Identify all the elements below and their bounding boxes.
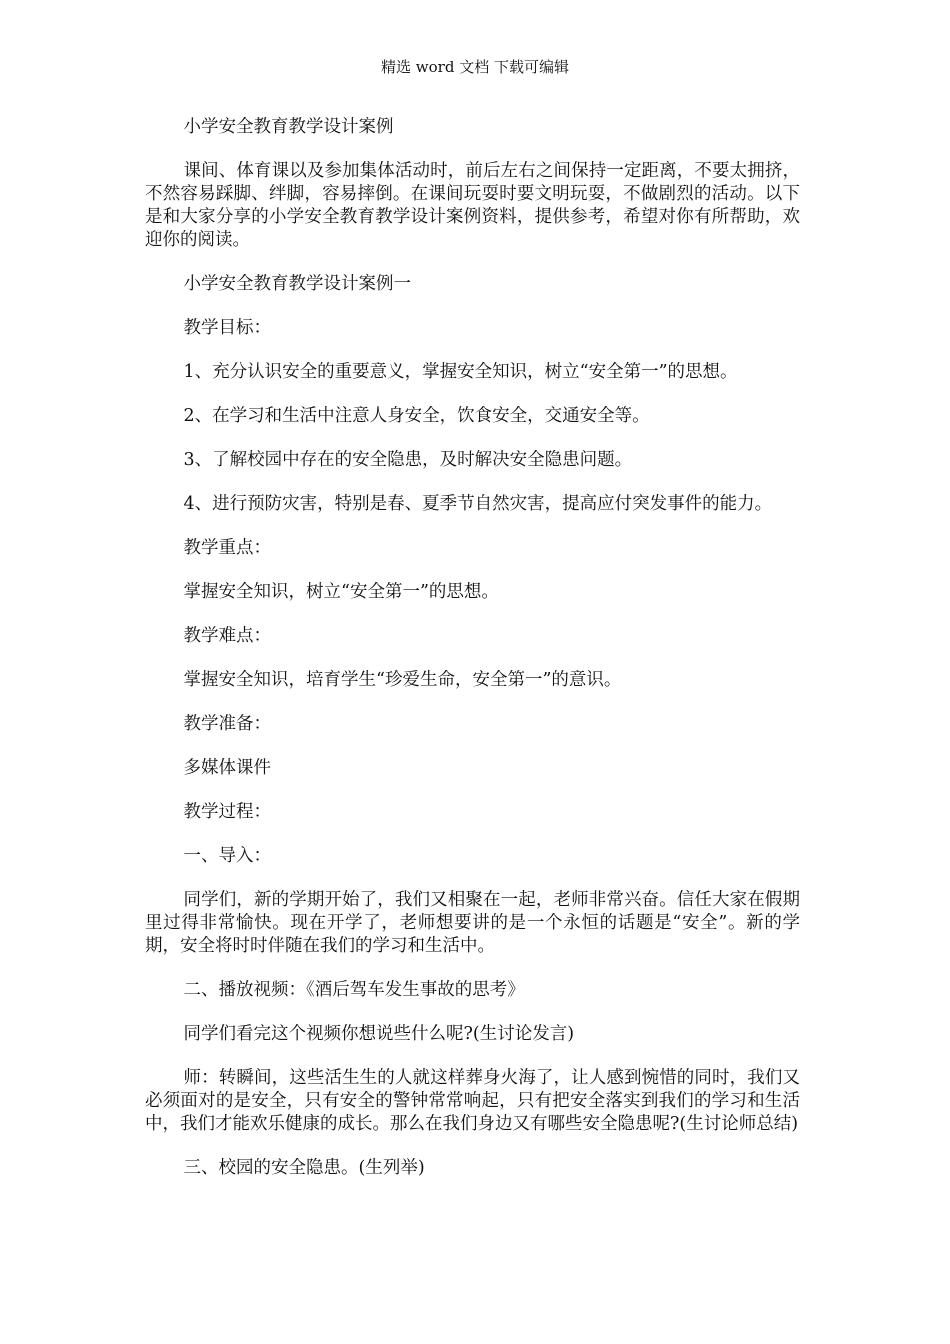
case-one-heading: 小学安全教育教学设计案例一: [183, 274, 411, 294]
document-body: [145, 116, 800, 1201]
difficulties-text: 掌握安全知识，培育学生“珍爱生命，安全第一”的意识。: [183, 670, 622, 690]
intro-paragraph: 课间、体育课以及参加集体活动时，前后左右之间保持一定距离，不要太拥挤，不然容易踩脚、绊脚，容易摔倒。在课间玩耍时要文明玩耍，不做剧烈的活动。以下是和大家分享的小学安全教育教学设计案例资料，提供参考，希望对你有所帮助，欢迎你的阅读。: [145, 161, 800, 250]
video-question-text: 同学们看完这个视频你想说些什么呢?(生讨论发言): [183, 1024, 575, 1044]
key-points-text: 掌握安全知识，树立“安全第一”的思想。: [183, 582, 499, 602]
goal-item-1: 1、充分认识安全的重要意义，掌握安全知识，树立“安全第一”的思想。: [183, 362, 738, 382]
process-heading: 教学过程：: [183, 802, 271, 822]
section-intro-text: 同学们，新的学期开始了，我们又相聚在一起，老师非常兴奋。信任大家在假期里过得非常愉快。现在开学了，老师想要讲的是一个永恒的话题是“安全”。新的学期，安全将时时伴随在我们的学习和生活中。: [145, 890, 800, 956]
section-video-heading: 二、播放视频：《酒后驾车发生事故的思考》: [183, 980, 525, 1000]
goal-item-4: 4、进行预防灾害，特别是春、夏季节自然灾害，提高应付突发事件的能力。: [183, 494, 773, 514]
preparation-heading: 教学准备：: [183, 714, 271, 734]
goal-item-2: 2、在学习和生活中注意人身安全，饮食安全，交通安全等。: [183, 406, 650, 426]
document-title: 小学安全教育教学设计案例: [183, 117, 394, 137]
section-intro-heading: 一、导入：: [183, 846, 271, 866]
section-campus-heading: 三、校园的安全隐患。(生列举): [183, 1158, 425, 1178]
page-header: 精选 word 文档 下载可编辑: [381, 58, 569, 76]
preparation-text: 多媒体课件: [183, 758, 271, 778]
key-points-heading: 教学重点：: [183, 538, 271, 558]
goal-item-3: 3、了解校园中存在的安全隐患，及时解决安全隐患问题。: [183, 450, 633, 470]
teacher-remarks-text: 师：转瞬间，这些活生生的人就这样葬身火海了，让人感到惋惜的同时，我们又必须面对的是安全，只有安全的警钟常常响起，只有把安全落实到我们的学习和生活中，我们才能欢乐健康的成长。那么在我们身边又有哪些安全隐患呢?(生讨论师总结): [145, 1068, 800, 1134]
teaching-goals-heading: 教学目标：: [183, 318, 271, 338]
difficulties-heading: 教学难点：: [183, 626, 271, 646]
